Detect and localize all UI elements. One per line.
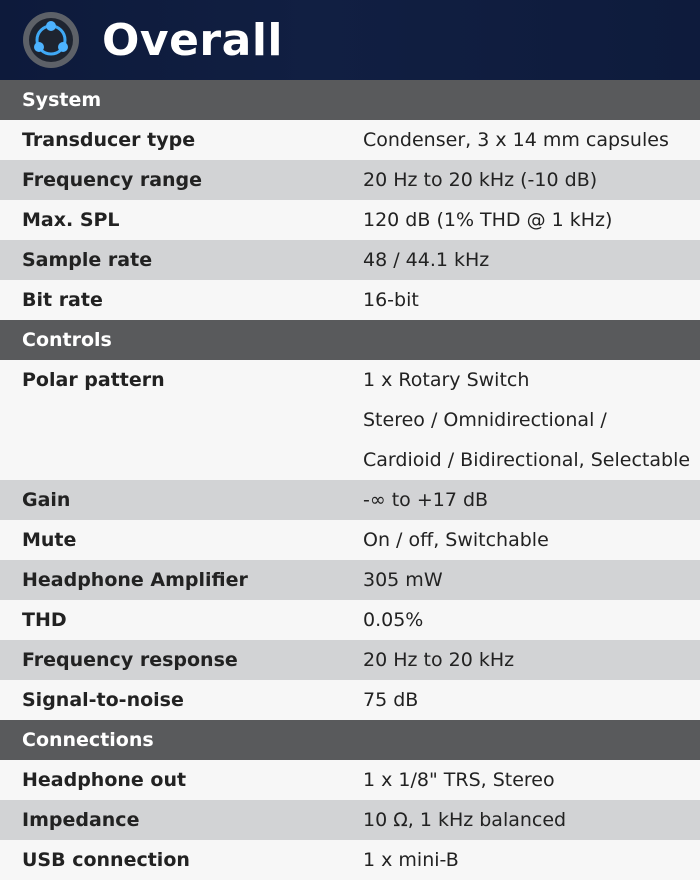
logo-icon xyxy=(22,11,80,69)
spec-row xyxy=(0,760,700,800)
spec-row xyxy=(0,240,700,280)
spec-row xyxy=(0,280,700,320)
spec-value: Condenser, 3 x 14 mm capsules xyxy=(363,129,669,151)
spec-row xyxy=(0,840,700,880)
spec-value: 16-bit xyxy=(363,289,419,311)
spec-label: Impedance xyxy=(22,809,140,831)
spec-row xyxy=(0,600,700,640)
spec-value: On / off, Switchable xyxy=(363,529,549,551)
spec-label: Sample rate xyxy=(22,249,153,271)
spec-row xyxy=(0,520,700,560)
spec-row xyxy=(0,120,700,160)
spec-row xyxy=(0,200,700,240)
spec-value: 1 x mini-B xyxy=(363,849,459,871)
spec-label: Headphone out xyxy=(22,769,187,791)
spec-value xyxy=(363,360,700,480)
spec-label: Mute xyxy=(22,529,77,551)
spec-label: Transducer type xyxy=(22,129,196,151)
spec-label: Frequency range xyxy=(22,169,203,191)
spec-value: 20 Hz to 20 kHz xyxy=(363,649,515,671)
section-header-connections: Connections xyxy=(0,720,700,760)
spec-value-line: Cardioid / Bidirectional, Selectable xyxy=(363,449,691,471)
spec-row xyxy=(0,560,700,600)
spec-label: Polar pattern xyxy=(22,369,165,391)
spec-value: 305 mW xyxy=(363,569,443,591)
spec-value: 120 dB (1% THD @ 1 kHz) xyxy=(363,209,613,231)
page-title: Overall xyxy=(102,15,283,66)
spec-label: Frequency response xyxy=(22,649,238,671)
spec-value: 0.05% xyxy=(363,609,424,631)
section-header-system: System xyxy=(0,80,700,120)
spec-label: THD xyxy=(22,609,67,631)
spec-value: -∞ to +17 dB xyxy=(363,489,489,511)
spec-row xyxy=(0,480,700,520)
page-header xyxy=(0,0,700,80)
spec-value: 10 Ω, 1 kHz balanced xyxy=(363,809,567,831)
spec-row xyxy=(0,360,700,480)
spec-label: Gain xyxy=(22,489,71,511)
spec-label: Bit rate xyxy=(22,289,103,311)
spec-label: Headphone Amplifier xyxy=(22,569,248,591)
spec-row xyxy=(0,800,700,840)
spec-label: USB connection xyxy=(22,849,190,871)
spec-value-line: 1 x Rotary Switch xyxy=(363,369,530,391)
section-header-controls: Controls xyxy=(0,320,700,360)
spec-label: Signal-to-noise xyxy=(22,689,184,711)
spec-row xyxy=(0,640,700,680)
spec-value: 48 / 44.1 kHz xyxy=(363,249,490,271)
spec-value: 20 Hz to 20 kHz (-10 dB) xyxy=(363,169,598,191)
spec-row xyxy=(0,160,700,200)
spec-value-line: Stereo / Omnidirectional / xyxy=(363,409,607,431)
spec-value: 1 x 1/8" TRS, Stereo xyxy=(363,769,555,791)
spec-value: 75 dB xyxy=(363,689,419,711)
spec-label: Max. SPL xyxy=(22,209,120,231)
spec-row xyxy=(0,680,700,720)
